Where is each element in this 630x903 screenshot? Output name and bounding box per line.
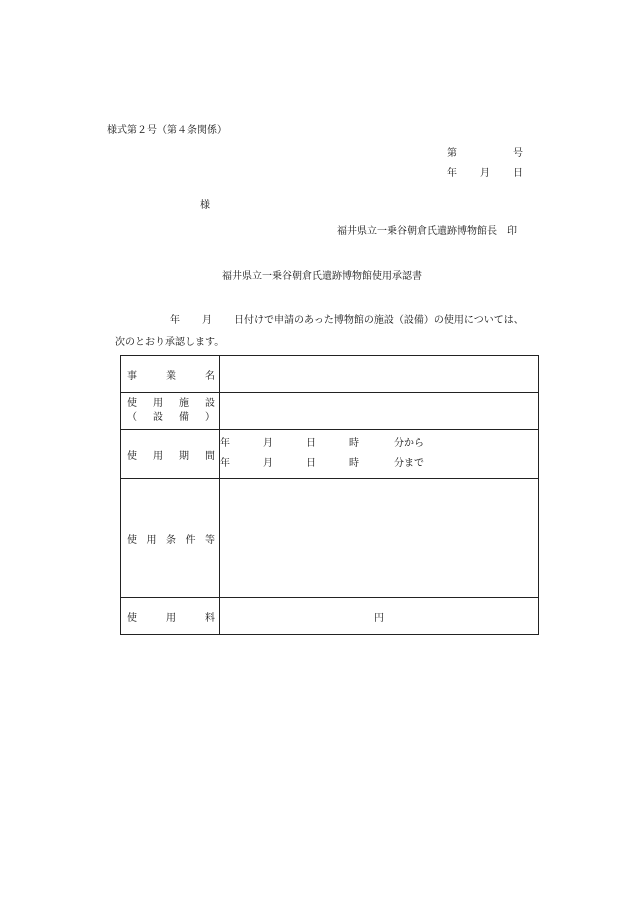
label-char: 設 xyxy=(205,398,215,409)
issuer-name: 福井県立一乗谷朝倉氏遺跡博物館長 印 xyxy=(337,226,517,237)
label-char: 使 xyxy=(127,612,137,624)
label-char: 等 xyxy=(205,534,215,546)
period-to-hour: 時 xyxy=(349,458,359,469)
label-char: 件 xyxy=(185,534,196,546)
facility-label xyxy=(121,393,220,430)
issue-date-year: 年 xyxy=(447,168,457,179)
label-char: 使 xyxy=(127,534,137,546)
period-to-month: 月 xyxy=(263,458,273,469)
period-to-year: 年 xyxy=(220,458,230,469)
period-from-year: 年 xyxy=(220,438,230,449)
label-char: 間 xyxy=(205,450,215,462)
label-char: 用 xyxy=(153,398,163,409)
period-to-day: 日 xyxy=(306,458,316,469)
addressee-suffix: 様 xyxy=(200,200,210,211)
intro-line-1-rest: 日付けで申請のあった博物館の施設（設備）の使用については、 xyxy=(234,315,524,326)
label-char: 備 xyxy=(179,412,189,423)
issue-date-day: 日 xyxy=(513,168,523,179)
intro-line-2: 次のとおり承認します。 xyxy=(115,337,225,348)
row-period xyxy=(121,430,539,479)
doc-number-prefix: 第 xyxy=(447,148,457,159)
row-facility xyxy=(121,393,539,430)
fee-unit: 円 xyxy=(374,612,384,624)
period-from-hour: 時 xyxy=(349,438,359,449)
label-char: 料 xyxy=(205,612,215,624)
label-char: ） xyxy=(205,412,215,423)
label-char: 業 xyxy=(166,370,176,382)
period-from-row xyxy=(220,434,538,454)
conditions-value xyxy=(220,479,539,598)
period-to-row xyxy=(220,454,538,474)
doc-number-suffix: 号 xyxy=(513,148,523,159)
period-label xyxy=(121,430,220,479)
approval-table xyxy=(120,355,539,635)
intro-line-1 xyxy=(170,315,524,327)
row-fee xyxy=(121,598,539,635)
business-name-label-text xyxy=(127,367,215,382)
period-from-day: 日 xyxy=(306,438,316,449)
label-char: 用 xyxy=(153,450,163,462)
fee-label xyxy=(121,598,220,635)
label-char: 条 xyxy=(166,534,176,546)
label-char: 使 xyxy=(127,398,137,409)
row-business-name xyxy=(121,356,539,393)
fee-value xyxy=(220,598,539,635)
fee-label-text xyxy=(127,609,215,624)
label-char: 用 xyxy=(146,534,157,546)
facility-label-line-2 xyxy=(127,411,215,425)
period-from-minute: 分から xyxy=(394,438,424,449)
label-char: 事 xyxy=(127,370,137,382)
label-char: （ xyxy=(127,412,137,423)
document-title: 福井県立一乗谷朝倉氏遺跡博物館使用承認書 xyxy=(222,271,422,282)
form-number: 様式第２号（第４条関係） xyxy=(107,125,227,136)
facility-value xyxy=(220,393,539,430)
period-to-minute: 分まで xyxy=(394,458,424,469)
business-name-label xyxy=(121,356,220,393)
facility-label-line-1 xyxy=(127,397,215,411)
conditions-label xyxy=(121,479,220,598)
intro-year: 年 xyxy=(170,315,180,326)
label-char: 用 xyxy=(166,612,176,624)
label-char: 期 xyxy=(179,450,189,462)
label-char: 施 xyxy=(179,398,189,409)
label-char: 使 xyxy=(127,450,137,462)
period-value xyxy=(220,430,539,479)
period-label-text xyxy=(127,447,215,462)
intro-month: 月 xyxy=(202,315,212,326)
label-char: 設 xyxy=(153,412,163,423)
issue-date-month: 月 xyxy=(480,168,490,179)
row-conditions xyxy=(121,479,539,598)
period-from-month: 月 xyxy=(263,438,273,449)
conditions-label-text xyxy=(127,531,215,546)
label-char: 名 xyxy=(205,370,215,382)
business-name-value xyxy=(220,356,539,393)
